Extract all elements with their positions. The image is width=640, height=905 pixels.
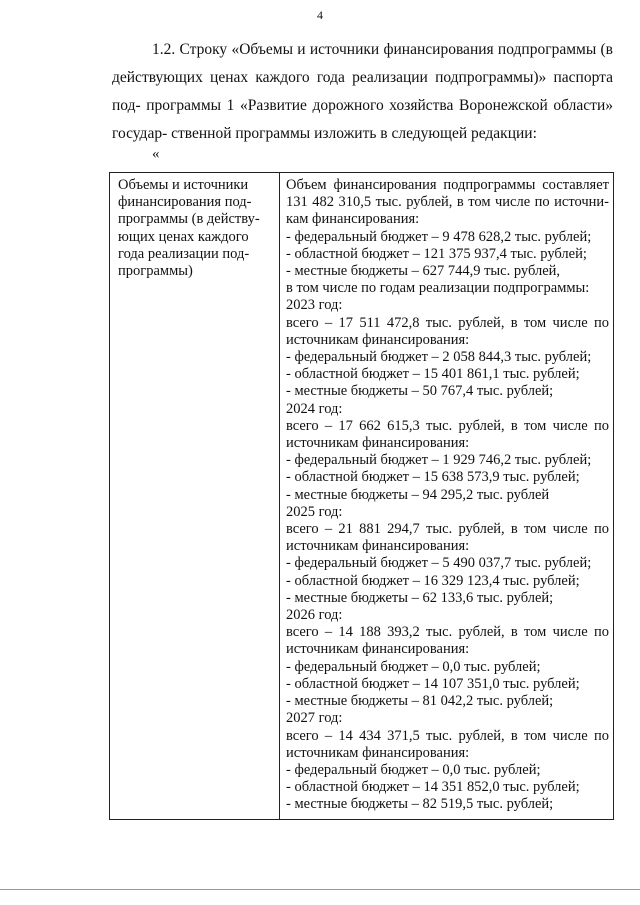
table-value-line: 2024 год: [286,400,343,417]
table-value-line: в том числе по годам реализации подпрограммы: [286,280,590,297]
table-value-line: 2026 год: [286,607,343,624]
table-label-cell [110,173,280,819]
table-value-line: всего – 21 881 294,7 тыс. рублей, в том числе по [286,521,609,538]
table-value-line: - федеральный бюджет – 9 478 628,2 тыс. рублей; [286,228,592,245]
table-value-line: - местные бюджеты – 62 133,6 тыс. рублей; [286,589,554,606]
table-value-line: - федеральный бюджет – 2 058 844,3 тыс. рублей; [286,349,592,366]
table-value-line: - федеральный бюджет – 5 490 037,7 тыс. рублей; [286,555,592,572]
table-value-line: 2025 год: [286,503,343,520]
table-label-line: программы (в действу- [118,211,260,228]
table-value-line: 131 482 310,5 тыс. рублей, в том числе по источни- [286,194,609,211]
table-value-line: всего – 17 662 615,3 тыс. рублей, в том числе по [286,417,609,434]
intro-line: программы 1 «Развитие дорожного хозяйства Воронежской области» государ- [112,97,613,142]
intro-paragraph [112,36,613,148]
table-value-line: - федеральный бюджет – 1 929 746,2 тыс. рублей; [286,452,592,469]
table-value-line: 2027 год: [286,710,343,727]
opening-quote: « [152,146,160,162]
table-value-line: всего – 14 188 393,2 тыс. рублей, в том числе по [286,624,609,641]
table-value-line: - областной бюджет – 15 401 861,1 тыс. рублей; [286,366,580,383]
financing-table [109,172,614,820]
table-value-line: - областной бюджет – 15 638 573,9 тыс. рублей; [286,469,580,486]
page-bottom-rule [0,889,640,890]
table-value-line: - областной бюджет – 121 375 937,4 тыс. рублей; [286,245,587,262]
table-value-cell [280,173,613,819]
table-value-line: всего – 14 434 371,5 тыс. рублей, в том числе по [286,727,609,744]
table-value-line: источникам финансирования: [286,538,470,555]
table-value-line: - федеральный бюджет – 0,0 тыс. рублей; [286,761,541,778]
table-label-line: финансирования под- [118,194,252,211]
table-value-line: Объем финансирования подпрограммы составляет [286,177,609,193]
table-label-line: Объемы и источники [118,177,249,193]
table-value-line: источникам финансирования: [286,331,470,348]
table-label-line: программы) [118,263,193,280]
table-value-line: источникам финансирования: [286,744,470,761]
table-value-line: - федеральный бюджет – 0,0 тыс. рублей; [286,658,541,675]
table-value-line: - областной бюджет – 16 329 123,4 тыс. рублей; [286,572,580,589]
table-value-line: кам финансирования: [286,211,420,228]
intro-line: 1.2. Строку «Объемы и источники финансирования подпрограммы (в [152,41,613,58]
table-value-line: - областной бюджет – 14 351 852,0 тыс. рублей; [286,779,580,796]
page-number: 4 [317,8,323,22]
table-value-line: - местные бюджеты – 50 767,4 тыс. рублей; [286,383,554,400]
intro-line: ственной программы изложить в следующей редакции: [171,125,537,142]
intro-line: действующих ценах каждого года реализации подпрограммы)» паспорта под- [112,69,613,114]
table-label-line: года реализации под- [118,245,250,262]
table-value-line: всего – 17 511 472,8 тыс. рублей, в том числе по [286,314,609,331]
table-value-line: - областной бюджет – 14 107 351,0 тыс. рублей; [286,675,580,692]
table-value-line: источникам финансирования: [286,641,470,658]
table-value-line: - местные бюджеты – 81 042,2 тыс. рублей; [286,693,554,710]
table-value-line: - местные бюджеты – 82 519,5 тыс. рублей; [286,796,554,813]
table-value-line: - местные бюджеты – 94 295,2 тыс. рублей [286,486,550,503]
table-value-line: 2023 год: [286,297,343,314]
table-label-line: ющих ценах каждого [118,228,249,245]
table-value-line: источникам финансирования: [286,435,470,452]
table-value-line: - местные бюджеты – 627 744,9 тыс. рублей, [286,263,561,280]
